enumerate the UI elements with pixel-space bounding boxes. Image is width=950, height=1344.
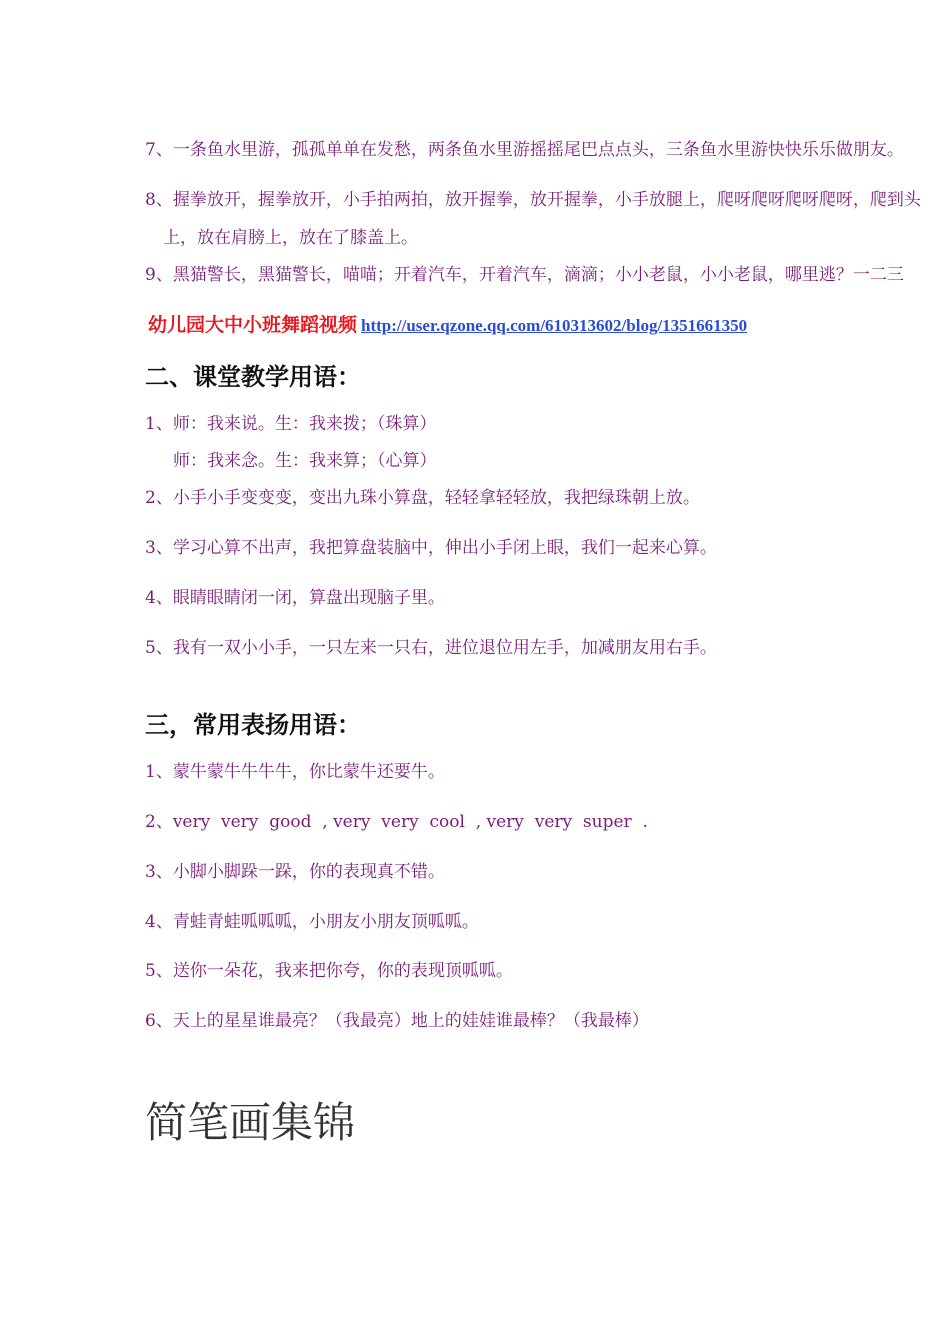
praise-item-3: 3、小脚小脚跺一跺，你的表现真不错。	[145, 862, 445, 882]
praise-item-6: 6、天上的星星谁最亮？（我最亮）地上的娃娃谁最棒？（我最棒）	[145, 1011, 649, 1031]
classroom-item-1-continued: 师：我来念。生：我来算；（心算）	[173, 451, 437, 471]
classroom-item-3: 3、学习心算不出声，我把算盘装脑中，伸出小手闭上眼，我们一起来心算。	[145, 538, 717, 558]
praise-item-5: 5、送你一朵花，我来把你夸，你的表现顶呱呱。	[145, 961, 513, 981]
classroom-item-2: 2、小手小手变变变，变出九珠小算盘，轻轻拿轻轻放，我把绿珠朝上放。	[145, 488, 700, 508]
praise-item-2: 2、very very good , very very cool , very very super .	[145, 812, 648, 832]
rhyme-item-7: 7、一条鱼水里游，孤孤单单在发愁，两条鱼水里游摇摇尾巴点点头，三条鱼水里游快快乐乐做朋友。	[145, 140, 904, 160]
promo-title: 幼儿园大中小班舞蹈视频	[148, 314, 358, 336]
classroom-item-1: 1、师：我来说。生：我来拨；（珠算）	[145, 414, 437, 434]
classroom-item-5: 5、我有一双小小手，一只左来一只右，进位退位用左手，加减朋友用右手。	[145, 638, 717, 658]
promo-link[interactable]: http://user.qzone.qq.com/610313602/blog/1351661350	[361, 316, 748, 335]
classroom-item-4: 4、眼睛眼睛闭一闭，算盘出现脑子里。	[145, 588, 445, 608]
praise-item-1: 1、蒙牛蒙牛牛牛牛，你比蒙牛还要牛。	[145, 762, 445, 782]
rhyme-item-8-continued: 上，放在肩膀上，放在了膝盖上。	[163, 228, 418, 248]
section-three-heading: 三，常用表扬用语：	[145, 710, 361, 739]
promo-line	[148, 313, 747, 338]
footer-title: 简笔画集锦	[145, 1098, 356, 1147]
rhyme-item-9: 9、黑猫警长，黑猫警长，喵喵；开着汽车，开着汽车，滴滴；小小老鼠，小小老鼠，哪里逃？一二三	[145, 265, 904, 285]
section-two-heading: 二、课堂教学用语：	[145, 362, 361, 391]
praise-item-4: 4、青蛙青蛙呱呱呱，小朋友小朋友顶呱呱。	[145, 912, 479, 932]
rhyme-item-8: 8、握拳放开，握拳放开，小手拍两拍，放开握拳，放开握拳，小手放腿上，爬呀爬呀爬呀爬呀，爬到头	[145, 190, 921, 210]
